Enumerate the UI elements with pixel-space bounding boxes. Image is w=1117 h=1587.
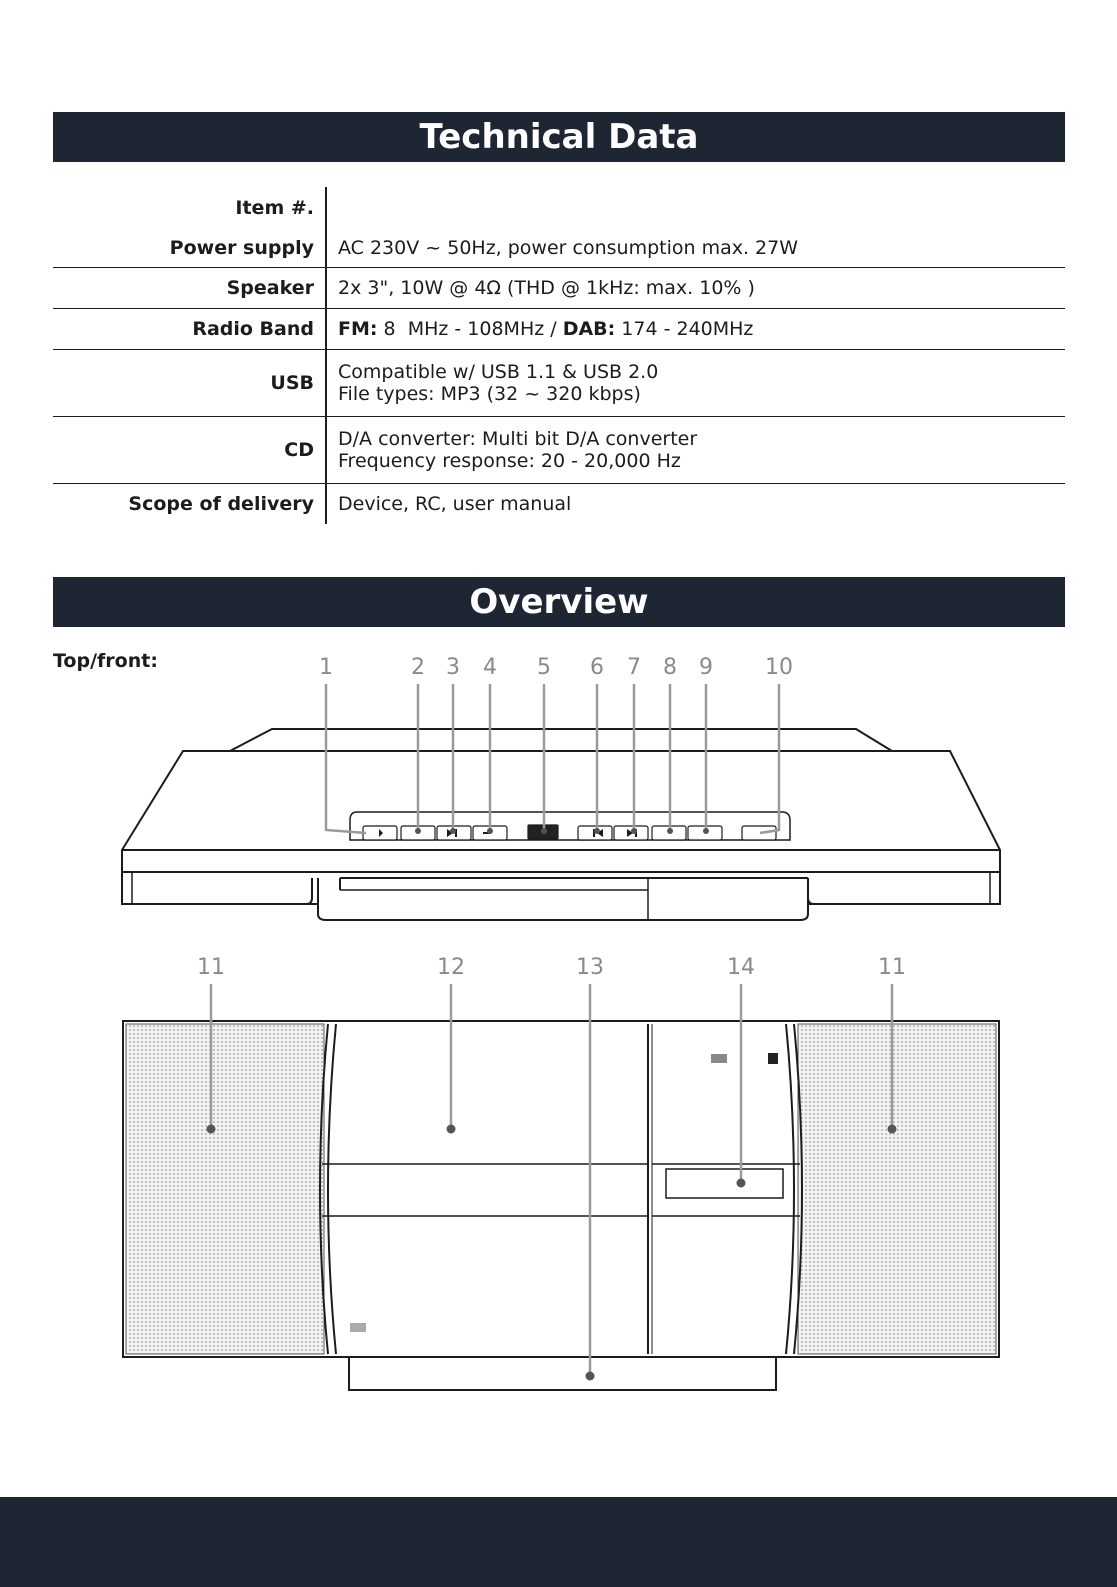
front-callouts [197, 955, 906, 980]
technical-data-table [53, 187, 1065, 524]
spec-label-usb: USB [53, 349, 326, 416]
callout-10 [765, 655, 793, 680]
callout-number: 1 [319, 655, 333, 680]
fm-label: FM: [338, 317, 378, 340]
callout-number: 5 [537, 655, 551, 680]
fm-value: 8 MHz - 108MHz / [377, 317, 563, 340]
top-front-subheading: Top/front: [53, 650, 158, 672]
display-window [666, 1169, 783, 1198]
spec-label-speaker: Speaker [53, 267, 326, 308]
callout-5 [537, 655, 551, 680]
spec-label-radio: Radio Band [53, 308, 326, 349]
usb-line-1: Compatible w/ USB 1.1 & USB 2.0 [338, 360, 659, 383]
callout-number: 3 [446, 655, 460, 680]
footer-band [0, 1497, 1117, 1587]
callout-number: 4 [483, 655, 497, 680]
callout-number: 10 [765, 655, 793, 680]
callout-number: 13 [576, 955, 604, 980]
callout-6 [590, 655, 604, 680]
cd-line-2: Frequency response: 20 - 20,000 Hz [338, 449, 681, 472]
callout-number: 9 [699, 655, 713, 680]
front-view-drawing [123, 1021, 999, 1390]
spec-value-cd [326, 416, 1065, 483]
callout-1 [319, 655, 333, 680]
button-10 [742, 826, 776, 840]
callout-number: 2 [411, 655, 425, 680]
ir-sensor [768, 1053, 778, 1064]
spec-value-delivery: Device, RC, user manual [338, 492, 572, 515]
right-speaker-grille [798, 1024, 996, 1354]
callout-13 [576, 955, 604, 980]
callout-8 [663, 655, 677, 680]
spec-value-item [326, 187, 1065, 229]
usb-line-2: File types: MP3 (32 ~ 320 kbps) [338, 382, 641, 405]
callout-7 [627, 655, 641, 680]
spec-value-speaker: 2x 3", 10W @ 4Ω (THD @ 1kHz: max. 10% ) [326, 267, 1065, 308]
callout-4 [483, 655, 497, 680]
dab-label: DAB: [562, 317, 616, 340]
callout-number: 14 [727, 955, 755, 980]
callout-number: 6 [590, 655, 604, 680]
spec-label-delivery: Scope of delivery [53, 483, 326, 524]
callout-number: 11 [197, 955, 225, 980]
callout-2 [411, 655, 425, 680]
callout-9 [699, 655, 713, 680]
callout-3 [446, 655, 460, 680]
callout-number: 8 [663, 655, 677, 680]
device-diagram [0, 640, 1117, 1400]
overview-heading: Overview [53, 577, 1065, 627]
left-speaker-grille [126, 1024, 324, 1354]
callout-number: 12 [437, 955, 465, 980]
dab-value: 174 - 240MHz [615, 317, 754, 340]
callout-12 [437, 955, 465, 980]
spec-label-item: Item #. [53, 187, 326, 229]
callout-number: 7 [627, 655, 641, 680]
callout-11-left [197, 955, 225, 980]
spec-label-power: Power supply [53, 229, 326, 267]
technical-data-heading: Technical Data [53, 112, 1065, 162]
cd-line-1: D/A converter: Multi bit D/A converter [338, 427, 698, 450]
callout-11-right [878, 955, 906, 980]
spec-value-usb [326, 349, 1065, 416]
callout-number: 11 [878, 955, 906, 980]
top-view-drawing [122, 729, 1000, 920]
callout-14 [727, 955, 755, 980]
top-callouts [319, 655, 793, 680]
spec-value-radio [326, 308, 1065, 349]
spec-value-power: AC 230V ~ 50Hz, power consumption max. 27W [326, 229, 1065, 267]
spec-label-cd: CD [53, 416, 326, 483]
